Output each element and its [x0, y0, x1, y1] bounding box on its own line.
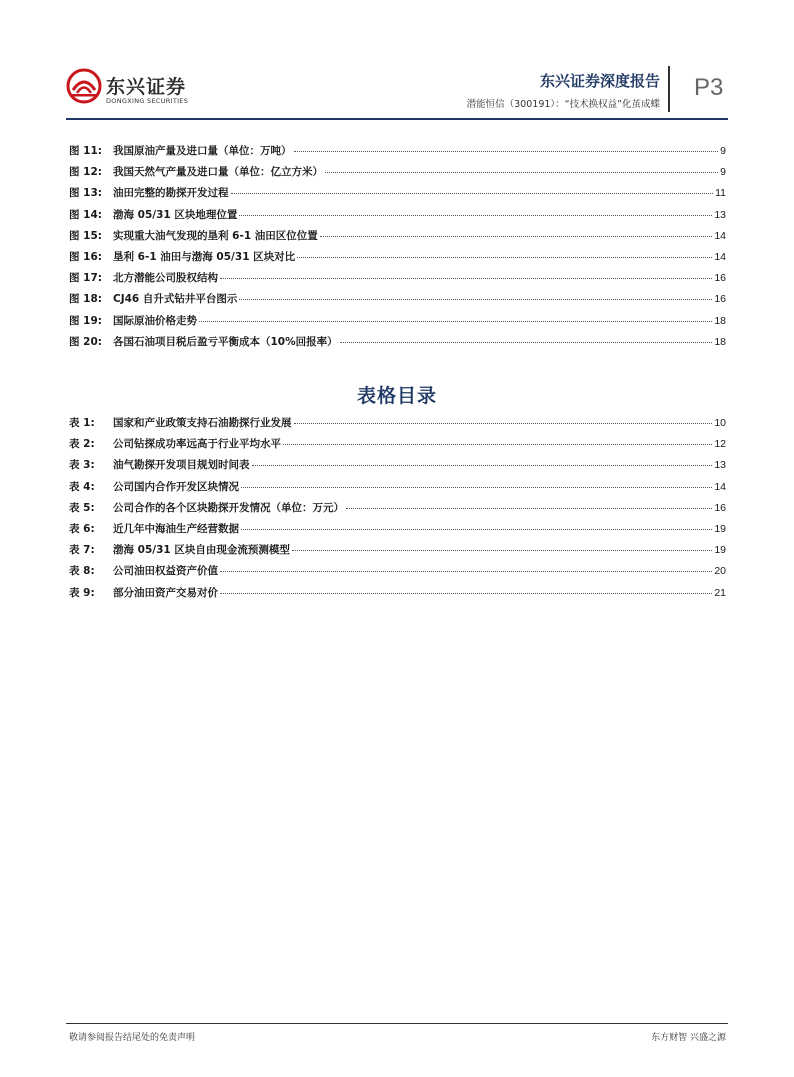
toc-entry-page: 11 — [715, 187, 726, 200]
footer-rule — [66, 1023, 728, 1024]
toc-entry-page: 9 — [720, 145, 726, 157]
toc-entry-title: 国际原油价格走势 — [113, 314, 197, 327]
company-name-en: DONGXING SECURITIES — [106, 97, 189, 105]
footer-slogan: 东方财智 兴盛之源 — [651, 1033, 726, 1043]
toc-entry-title: 我国天然气产量及进口量（单位：亿立方米） — [113, 166, 323, 179]
toc-leader-dots — [241, 487, 712, 488]
toc-entry-title: 渤海 05/31 区块地理位置 — [113, 208, 238, 221]
toc-entry[interactable] — [69, 143, 726, 164]
toc-entry-page: 9 — [720, 166, 726, 179]
toc-entry-page: 18 — [714, 314, 726, 327]
toc-entry-label: 表 7: — [69, 544, 95, 557]
toc-entry-label: 表 3: — [69, 459, 95, 472]
toc-entry-page: 19 — [714, 544, 726, 557]
toc-entry-label: 表 6: — [69, 522, 95, 535]
toc-entry[interactable] — [69, 207, 726, 228]
toc-entry-label: 图 14: — [69, 208, 102, 221]
footer-disclaimer: 敬请参阅报告结尾处的免责声明 — [69, 1033, 196, 1043]
toc-entry-page: 16 — [714, 272, 726, 285]
toc-entry-title: 油田完整的勘探开发过程 — [113, 187, 229, 200]
toc-entry[interactable] — [69, 500, 726, 521]
tables-toc — [69, 415, 726, 606]
toc-entry-title: 垦利 6-1 油田与渤海 05/31 区块对比 — [113, 250, 296, 263]
toc-entry-page: 13 — [714, 208, 726, 221]
toc-entry-title: 各国石油项目税后盈亏平衡成本（10%回报率） — [113, 335, 338, 348]
toc-leader-dots — [320, 236, 713, 237]
toc-entry-label: 图 18: — [69, 293, 102, 306]
toc-entry-label: 图 12: — [69, 166, 102, 179]
toc-leader-dots — [220, 571, 712, 572]
toc-entry[interactable] — [69, 270, 726, 291]
toc-entry-title: 实现重大油气发现的垦利 6-1 油田区位位置 — [113, 229, 318, 242]
toc-entry[interactable] — [69, 457, 726, 478]
toc-leader-dots — [239, 299, 712, 300]
toc-entry-label: 表 5: — [69, 501, 95, 514]
toc-entry-label: 图 20: — [69, 335, 102, 348]
toc-entry-title: 公司钻探成功率远高于行业平均水平 — [113, 438, 281, 451]
toc-entry-label: 表 1: — [69, 417, 95, 429]
company-name-cn: 东兴证券 — [106, 76, 187, 98]
toc-entry-page: 18 — [714, 335, 726, 348]
company-logo — [66, 68, 196, 108]
toc-entry-title: 公司合作的各个区块勘探开发情况（单位：万元） — [113, 501, 344, 514]
toc-leader-dots — [294, 151, 719, 152]
toc-entry[interactable] — [69, 334, 726, 355]
toc-leader-dots — [231, 193, 714, 194]
page-header — [0, 0, 794, 122]
toc-entry-title: 部分油田资产交易对价 — [113, 586, 218, 599]
toc-entry[interactable] — [69, 291, 726, 312]
toc-leader-dots — [220, 593, 712, 594]
toc-entry[interactable] — [69, 249, 726, 270]
toc-entry-label: 表 2: — [69, 438, 95, 451]
figures-toc — [69, 143, 726, 355]
toc-entry-title: CJ46 自升式钻井平台图示 — [113, 293, 238, 306]
toc-entry-label: 图 17: — [69, 272, 102, 285]
toc-entry-label: 图 19: — [69, 314, 102, 327]
toc-entry[interactable] — [69, 436, 726, 457]
toc-entry[interactable] — [69, 185, 726, 206]
toc-entry[interactable] — [69, 563, 726, 584]
toc-entry[interactable] — [69, 585, 726, 606]
toc-entry-page: 14 — [714, 250, 726, 263]
toc-entry-page: 16 — [714, 293, 726, 306]
toc-leader-dots — [199, 321, 712, 322]
report-subtitle: 潜能恒信（300191）：“技术换权益”化茧成蝶 — [466, 99, 660, 110]
toc-entry[interactable] — [69, 521, 726, 542]
toc-entry-title: 油气勘探开发项目规划时间表 — [113, 459, 250, 472]
toc-entry-page: 21 — [714, 586, 726, 599]
toc-leader-dots — [294, 423, 713, 424]
page-number: P3 — [694, 74, 724, 101]
toc-entry-page: 14 — [714, 480, 726, 493]
toc-leader-dots — [241, 529, 712, 530]
toc-entry-label: 图 15: — [69, 229, 102, 242]
toc-entry-label: 图 16: — [69, 250, 102, 263]
toc-entry[interactable] — [69, 479, 726, 500]
toc-leader-dots — [239, 215, 712, 216]
toc-entry-title: 公司油田权益资产价值 — [113, 565, 218, 578]
toc-entry-label: 图 13: — [69, 187, 102, 200]
header-rule — [66, 118, 728, 120]
toc-entry[interactable] — [69, 415, 726, 436]
toc-leader-dots — [283, 444, 712, 445]
toc-leader-dots — [252, 465, 713, 466]
toc-leader-dots — [220, 278, 712, 279]
toc-entry-label: 表 4: — [69, 480, 95, 493]
toc-entry-page: 13 — [714, 459, 726, 472]
toc-entry-label: 图 11: — [69, 145, 102, 157]
toc-entry-title: 我国原油产量及进口量（单位：万吨） — [113, 145, 292, 157]
toc-entry-label: 表 9: — [69, 586, 95, 599]
toc-leader-dots — [325, 172, 718, 173]
toc-entry-label: 表 8: — [69, 565, 95, 578]
header-divider — [668, 66, 670, 112]
toc-entry-page: 10 — [714, 417, 726, 429]
toc-entry-title: 北方潜能公司股权结构 — [113, 272, 218, 285]
toc-leader-dots — [297, 257, 712, 258]
toc-entry-page: 12 — [714, 438, 726, 451]
toc-entry-title: 国家和产业政策支持石油勘探行业发展 — [113, 417, 292, 429]
toc-entry-page: 20 — [714, 565, 726, 578]
toc-leader-dots — [340, 342, 713, 343]
toc-entry-page: 16 — [714, 501, 726, 514]
report-type: 东兴证券深度报告 — [539, 72, 660, 90]
toc-entry-title: 近几年中海油生产经营数据 — [113, 522, 239, 535]
tables-toc-heading: 表格目录 — [356, 385, 437, 407]
toc-entry-title: 渤海 05/31 区块自由现金流预测模型 — [113, 544, 290, 557]
toc-leader-dots — [346, 508, 712, 509]
toc-leader-dots — [292, 550, 712, 551]
toc-entry-page: 19 — [714, 522, 726, 535]
toc-entry-page: 14 — [714, 229, 726, 242]
dongxing-logo-icon — [66, 68, 102, 104]
toc-entry-title: 公司国内合作开发区块情况 — [113, 480, 239, 493]
toc-entry[interactable] — [69, 542, 726, 563]
toc-entry[interactable] — [69, 228, 726, 249]
toc-entry[interactable] — [69, 164, 726, 185]
toc-entry[interactable] — [69, 313, 726, 334]
